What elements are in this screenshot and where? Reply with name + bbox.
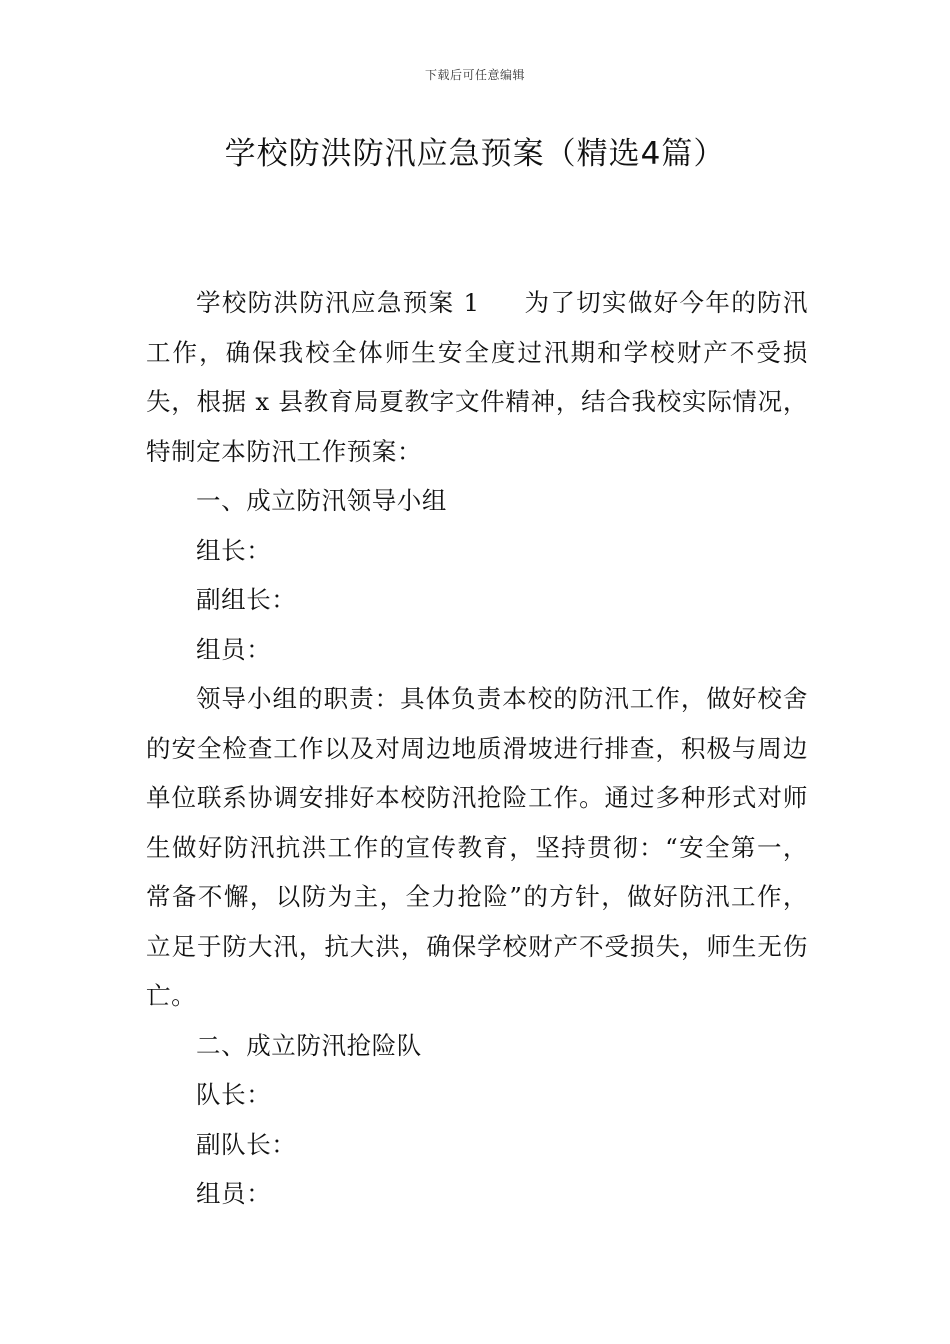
intro-paragraph	[146, 278, 808, 476]
section2-members: 组员：	[196, 1179, 272, 1208]
document-body	[146, 278, 808, 1219]
header-note: 下载后可任意编辑	[424, 68, 525, 82]
section1-heading: 一、成立防汛领导小组	[196, 486, 447, 515]
section2-deputy: 副队长：	[196, 1129, 297, 1159]
intro-heading: 学校防洪防汛应急预案 1	[196, 288, 480, 317]
document-title: 学校防洪防汛应急预案（精选4篇）	[224, 136, 726, 172]
section1-members: 组员：	[196, 634, 272, 664]
section1-duty: 领导小组的职责：具体负责本校的防汛工作，做好校舍的安全检查工作以及对周边地质滑坡进行排查，积极与周边单位联系协调安排好本校防汛抢险工作。通过多种形式对师生做好防汛抗洪工作的宣传教育，坚持贯彻：“安全第一，常备不懈，以防为主，全力抢险”的方针，做好防汛工作，立足于防大汛，抗大洪，确保学校财产不受损失，师生无伤亡。	[146, 684, 808, 1010]
intro-text: 为了切实做好今年的防汛工作，确保我校全体师生安全度过汛期和学校财产不受损失，根据 x 县教育局夏教字文件精神，结合我校实际情况，特制定本防汛工作预案：	[146, 288, 808, 466]
section1-leader: 组长：	[196, 535, 272, 565]
section2-leader: 队长：	[196, 1080, 272, 1109]
section1-deputy: 副组长：	[196, 585, 297, 614]
section2-heading: 二、成立防汛抢险队	[196, 1030, 422, 1060]
